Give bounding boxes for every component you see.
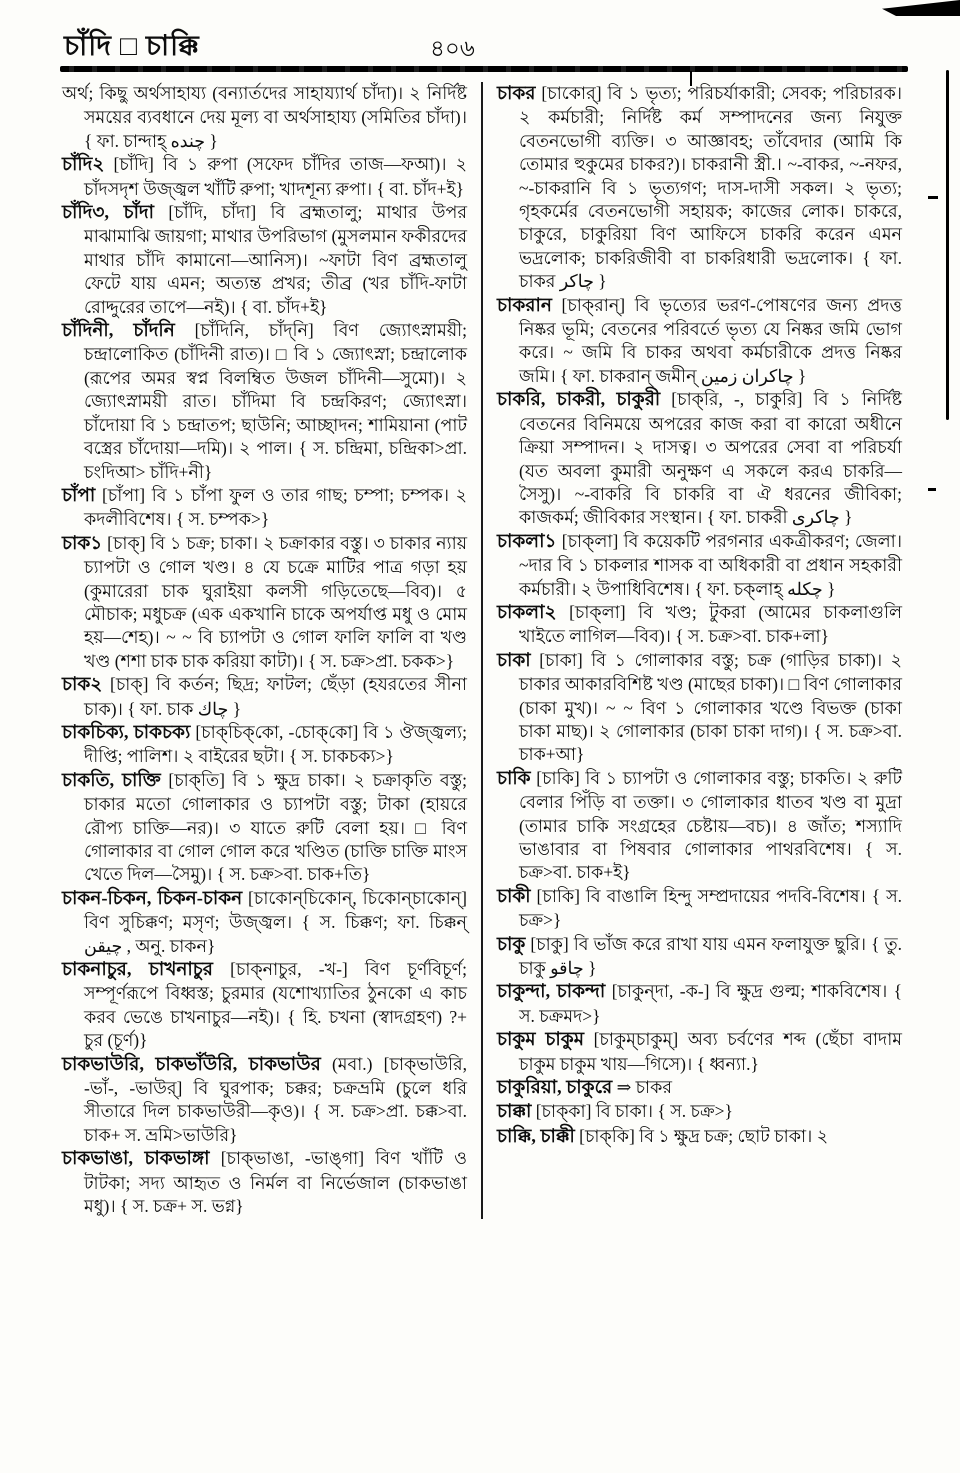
entry-headword: চাকভাউরি, চাকভাঁউরি, চাকভাউর [62, 1054, 321, 1075]
entry-body: [চাক্‌নাচুর, -খ-] বিণ চূর্ণবিচূর্ণ; সম্পূর্ণরূপে বিধ্বস্ত; চুরমার (যশোখ্যাতির ঠুনকো এ কাচ করব ভেঙে চাখনাচুর—নই)। { হি. চখনা (স্বাদগ্রহণ) ?+ চুর (চূর্ণ)} [84, 959, 467, 1051]
left-column [62, 82, 467, 1219]
entry-body: [চাক্‌তি] বি ১ ক্ষুদ্র চাকা। ২ চক্রাকৃতি বস্তু; চাকার মতো গোলাকার ও চ্যাপটা বস্তু; টাকা (হায়রে রৌপ্য চাক্তি—নর)। ৩ যাতে রুটি বেলা হয়। □ বিণ গোলাকার বা গোল গোল করে খণ্ডিত (চাক্তি চাক্তি মাংস খেতে দিল—সৈমু)। { স. চক্র>বা. চাক+তি} [84, 769, 468, 885]
entry-headword: চাকনাচুর, চাখনাচুর [62, 960, 213, 981]
entry-headword: চাঁদিনী, চাঁদনি [62, 321, 175, 342]
entry-chandini [62, 319, 467, 484]
entry-body: অর্থ; কিছু অর্থসাহায্য (বন্যার্তদের সাহায্যার্থ চাঁদা)। ২ নির্দিষ্ট সময়ের ব্যবধানে দেয় মূল্য বা অর্থসাহায্য (সমিতির চাঁদা)। { ফা. চান্দাহ্ چنده } [62, 83, 467, 151]
page-number: ৪০৬ [430, 36, 475, 61]
scan-artifact-dash [928, 196, 938, 199]
entry-chakon-chikon [62, 887, 467, 958]
entry-headword: চাঁপা [62, 485, 96, 506]
entry-body: [চাক্‌লা] বি খণ্ড; টুকরা (আমের চাকলাগুলি খাইতে লাগিল—বিব)। { স. চক্র>বা. চাক+লা} [519, 601, 903, 647]
entry-headword: চাকলা১ [497, 531, 557, 552]
entry-chakum-chakum [497, 1028, 902, 1076]
entry-body: (মবা.) [চাক্‌ভাউরি, -ভাঁ-, -ভাউর্] বি ঘুরপাক; চক্কর; চক্রভ্রমি (চুলে ধরি সীতারে দিল চাকভাউরী—কৃও)। { স. চক্র>প্রা. চক্ক>বা. চাক+ স. ভ্রমি>ভাউরি} [84, 1053, 468, 1145]
entry-chakunda [497, 980, 902, 1028]
entry-headword: চাকী [497, 886, 531, 907]
entry-body: [চাঁদি, চাঁদা] বি ব্রহ্মতালু; মাথার উপর মাঝামাঝি জায়গা; মাথার উপরিভাগ (মুসলমান ফকীরদের মাথার চাঁদি কামানো—আনিস)। ~ফাটা বিণ ব্রহ্মতালু ফেটে যায় এমন; অত্যন্ত প্রখর; তীব্র (খর চাঁদি-ফাটা রোদ্দুরের তাপে—নই)। { বা. চাঁদ+ই} [84, 202, 468, 317]
right-column [497, 82, 902, 1219]
entry-chakla2 [497, 601, 902, 649]
entry-chakti [62, 769, 467, 887]
entry-headword: চাক২ [62, 675, 103, 696]
entry-body: [চাকুম্‌চাকুম্] অব্য চর্বণের শব্দ (ছেঁচা বাদাম চাকুম চাকুম খায়—গিসে)। { ধ্বন্যা.} [519, 1029, 902, 1074]
entry-chakka [497, 1100, 902, 1124]
entry-chakuriya-crossref [497, 1076, 902, 1100]
entry-body: [চাক্‌কি] বি ১ ক্ষুদ্র চক্র; ছোট চাকা। ২ [579, 1125, 829, 1146]
entry-body: [চাকোন্‌চিকোন্‌, চিকোন্‌চাকোন্‌] বিণ সুচিক্কণ; মসৃণ; উজ্জ্বল। { স. চিক্কণ; ফা. চিক্কন্ چيقن , অনু. চাকন} [84, 887, 468, 956]
entry-chaku [497, 933, 902, 981]
scan-artifact-edge-line [946, 70, 949, 420]
entry-body: [চাক্] বি ১ চক্র; চাকা। ২ চক্রাকার বস্তু। ৩ চাকার ন্যায় চ্যাপটা ও গোল খণ্ড। ৪ যে চক্রে মাটির পাত্র গড়া হয় (কুমারেরা চাক ঘুরাইয়া কলসী গড়িতেছে—বিব)। ৫ মৌচাক; মধুচক্র (এক একখানি চাকে অপর্যাপ্ত মধু ও মোম হয়—শেহ)। ~ ~ বি চ্যাপটা ও গোল ফালি ফালি বা খণ্ড খণ্ড (শশা চাক চাক করিয়া কাটা)। { স. চক্র>প্রা. চকক>} [84, 532, 468, 671]
entry-headword: চাকু [497, 934, 526, 955]
entry-body: [চাক্‌কা] বি চাকা। { স. চক্র>} [535, 1101, 733, 1122]
entry-body: [চাঁপা] বি ১ চাঁপা ফুল ও তার গাছ; চম্পা; চম্পক। ২ কদলীবিশেষ। { স. চম্পক>} [84, 484, 467, 530]
entry-headword: চাকরি, চাকরী, চাকুরী [497, 390, 661, 411]
entry-body: [চাক্‌ভাঙা, -ভাঙ্‌গা] বিণ খাঁটি ও টাটকা; সদ্য আহৃত ও নির্মল বা নির্ভেজাল (চাকভাঙা মধু)। { স. চক্র+ স. ভগ্ন} [84, 1148, 467, 1217]
entry-chak2 [62, 673, 467, 721]
entry-body: [চাঁদি] বি ১ রুপা (সফেদ চাঁদির তাজ—ফআ)। ২ চাঁদসদৃশ উজ্জ্বল খাঁটি রুপা; খাদশূন্য রুপা। { বা. চাঁদ+ই} [84, 154, 467, 199]
entry-chaki [497, 767, 902, 885]
entry-body: [চাকি] বি বাঙালি হিন্দু সম্প্রদায়ের পদবি-বিশেষ। { স. চক্র>} [519, 885, 902, 931]
entry-headword: চাকরান [497, 295, 552, 316]
entry-headword: চাঁদি৩, চাঁদা [62, 203, 155, 224]
column-divider [481, 82, 483, 1219]
entry-body: [চাকা] বি ১ গোলাকার বস্তু; চক্র (গাড়ির চাকা)। ২ চাকার আকারবিশিষ্ট খণ্ড (মাছের চাকা)। □ বিণ গোলাকার (চাকা মুখ)। ~ ~ বিণ ১ গোলাকার খণ্ডে বিভক্ত (চাকা চাকা মাছ)। ২ গোলাকার (চাকা চাকা দাগ)। { স. চক্র>বা. চাক+আ} [519, 649, 903, 765]
entry-chanpa [62, 484, 467, 532]
entry-chandi2 [62, 153, 467, 201]
entry-chandi3 [62, 201, 467, 319]
entry-chakbhanga [62, 1147, 467, 1218]
scan-artifact-corner [882, 0, 960, 16]
entry-continuation [62, 82, 467, 153]
entry-chakki [497, 1125, 902, 1149]
entry-body: [চাক্‌রান্] বি ভৃত্যের ভরণ-পোষণের জন্য প্রদত্ত নিষ্কর ভূমি; বেতনের পরিবর্তে ভৃত্য যে নিষ্কর জমি ভোগ করে। ~ জমি বি চাকর অথবা কর্মচারীকে প্রদত্ত নিষ্কর জমি। { ফা. চাকরান্ জমীন্ چاكران زمين } [519, 294, 902, 386]
scan-artifact-dash [928, 488, 936, 491]
entry-chaka [497, 649, 902, 767]
guide-words: চাঁদি □ চাক্কি [64, 31, 200, 62]
entry-headword: চাক১ [62, 533, 103, 554]
entry-body: [চাকোর্] বি ১ ভৃত্য; পরিচর্যাকারী; সেবক; পরিচারক। ২ কর্মচারী; নির্দিষ্ট কর্ম সম্পাদনের জন্য নিযুক্ত বেতনভোগী ব্যক্তি। ৩ আজ্ঞাবহ; তাঁবেদার (আমি কি তোমার হুকুমের চাকর?)। চাকরানী স্ত্রী.। ~-বাকর, ~-নফর, ~-চাকরানি বি ১ ভৃত্যগণ; দাস-দাসী সকল। ২ ভৃত্য; গৃহকর্মের বেতনভোগী সহায়ক; কাজের লোক। চাকরে, চাকুরে, চাকুরিয়া বিণ আফিসে চাকরি করেন এমন ভদ্রলোক; চাকরিজীবী বা চাকরিধারী ভদ্রলোক। { ফা. চাকর چاكر } [519, 83, 903, 292]
entry-chaknachur [62, 958, 467, 1053]
entry-headword: চাঁদি২ [62, 155, 105, 176]
entry-chakla1 [497, 530, 902, 601]
entry-chakbhauri [62, 1053, 467, 1148]
entry-headword: চাকা [497, 650, 531, 671]
entry-headword: চাকুম চাকুম [497, 1030, 584, 1051]
entry-chakii [497, 885, 902, 933]
entry-body: [চাক্] বি কর্তন; ছিদ্র; ফাটল; ছেঁড়া (হযরতের সীনা চাক)। { ফা. চাক چاك } [84, 674, 467, 719]
entry-chak1 [62, 532, 467, 673]
entry-body: [চাকি] বি ১ চ্যাপটা ও গোলাকার বস্তু; চাকতি। ২ রুটি বেলার পিঁড়ি বা তক্তা। ৩ গোলাকার ধাতব খণ্ড বা মুদ্রা (তামার চাকি সংগ্রহের চেষ্টায়—বচ)। ৪ জাঁত; শস্যাদি ভাঙাবার বা পিষবার গোলাকার পাথরবিশেষ। { স. চক্র>বা. চাক+ই} [519, 767, 902, 883]
entry-body: [চাকুন্‌দা, -ক-] বি ক্ষুদ্র গুল্ম; শাকবিশেষ। { স. চক্রমদ>} [519, 981, 903, 1026]
entry-headword: চাক্কা [497, 1102, 532, 1123]
entry-body: [চাকু] বি ভাঁজ করে রাখা যায় এমন ফলাযুক্ত ছুরি। { তু. চাকু چاقو } [519, 933, 902, 979]
entry-chakri [497, 388, 902, 529]
entry-body: [চাঁদিনি, চাঁদ্‌নি] বিণ জ্যোৎস্নাময়ী; চন্দ্রালোকিত (চাঁদিনী রাত)। □ বি ১ জ্যোৎস্না; চন্দ্রালোক (রূপের অমর স্বপ্ন বিলম্বিত উজল চাঁদিনী—সুমো)। ২ জ্যোৎস্নাময়ী রাত। চাঁদিমা বি চন্দ্রকিরণ; জ্যোৎস্না। চাঁদোয়া বি ১ চন্দ্রাতপ; ছাউনি; আচ্ছাদন; শামিয়ানা (পাট বস্ত্রের চাঁদোয়া—দমি)। ২ পাল। { স. চন্দ্রিমা, চন্দ্রিকা>প্রা. চংদিআ> চাঁদি+নী} [84, 320, 467, 482]
entry-headword: চাক্কি, চাক্কী [497, 1126, 575, 1147]
entry-body: ⇒ চাকর [616, 1077, 672, 1098]
entry-headword: চাকন-চিকন, চিকন-চাকন [62, 888, 243, 909]
entry-chakran [497, 294, 902, 389]
entry-body: [চাক্‌লা] বি কয়েকটি পরগনার একত্রীকরণ; জেলা। ~দার বি ১ চাকলার শাসক বা অধিকারী বা প্রধান সহকারী কর্মচারী। ২ উপাধিবিশেষ। { ফা. চক্‌লাহ্ چكله } [519, 530, 903, 599]
entry-headword: চাকতি, চাক্তি [62, 770, 161, 791]
entry-headword: চাকুরিয়া, চাকুরে [497, 1078, 613, 1099]
page-header [64, 24, 909, 64]
entry-headword: চাকচিক্য, চাকচক্য [62, 722, 191, 743]
entry-headword: চাকি [497, 768, 531, 789]
entry-headword: চাকভাঙা, চাকভাঙ্গা [62, 1149, 210, 1170]
entry-headword: চাকলা২ [497, 602, 557, 623]
entry-chakchikya [62, 721, 467, 769]
header-rule [60, 66, 908, 72]
entry-body: [চাক্‌রি, -, চাকুরি] বি ১ নির্দিষ্ট বেতনের বিনিময়ে অপরের কাজ করা বা কারো অধীনে ক্রিয়া সম্পাদন। ২ দাসত্ব। ৩ অপরের সেবা বা পরিচর্যা (যত অবলা কুমারী অনুক্ষণ এ সকলে করএ চাকরি—সৈসু)। ~-বাকরি বি চাকরি বা ঐ ধরনের জীবিকা; কাজকর্ম; জীবিকার সংস্থান। { ফা. চাকরী چاكرى } [519, 389, 902, 528]
entry-body: [চাক্‌চিক্‌কো, -চোক্‌কো] বি ১ ঔজ্জ্বল্য; দীপ্তি; পালিশ। ২ বাইরের ছটা। { স. চাকচক্য>} [84, 721, 467, 767]
entry-headword: চাকর [497, 84, 536, 104]
text-columns [62, 82, 908, 1219]
entry-chakor [497, 82, 902, 294]
entry-headword: চাকুন্দা, চাকন্দা [497, 982, 606, 1003]
